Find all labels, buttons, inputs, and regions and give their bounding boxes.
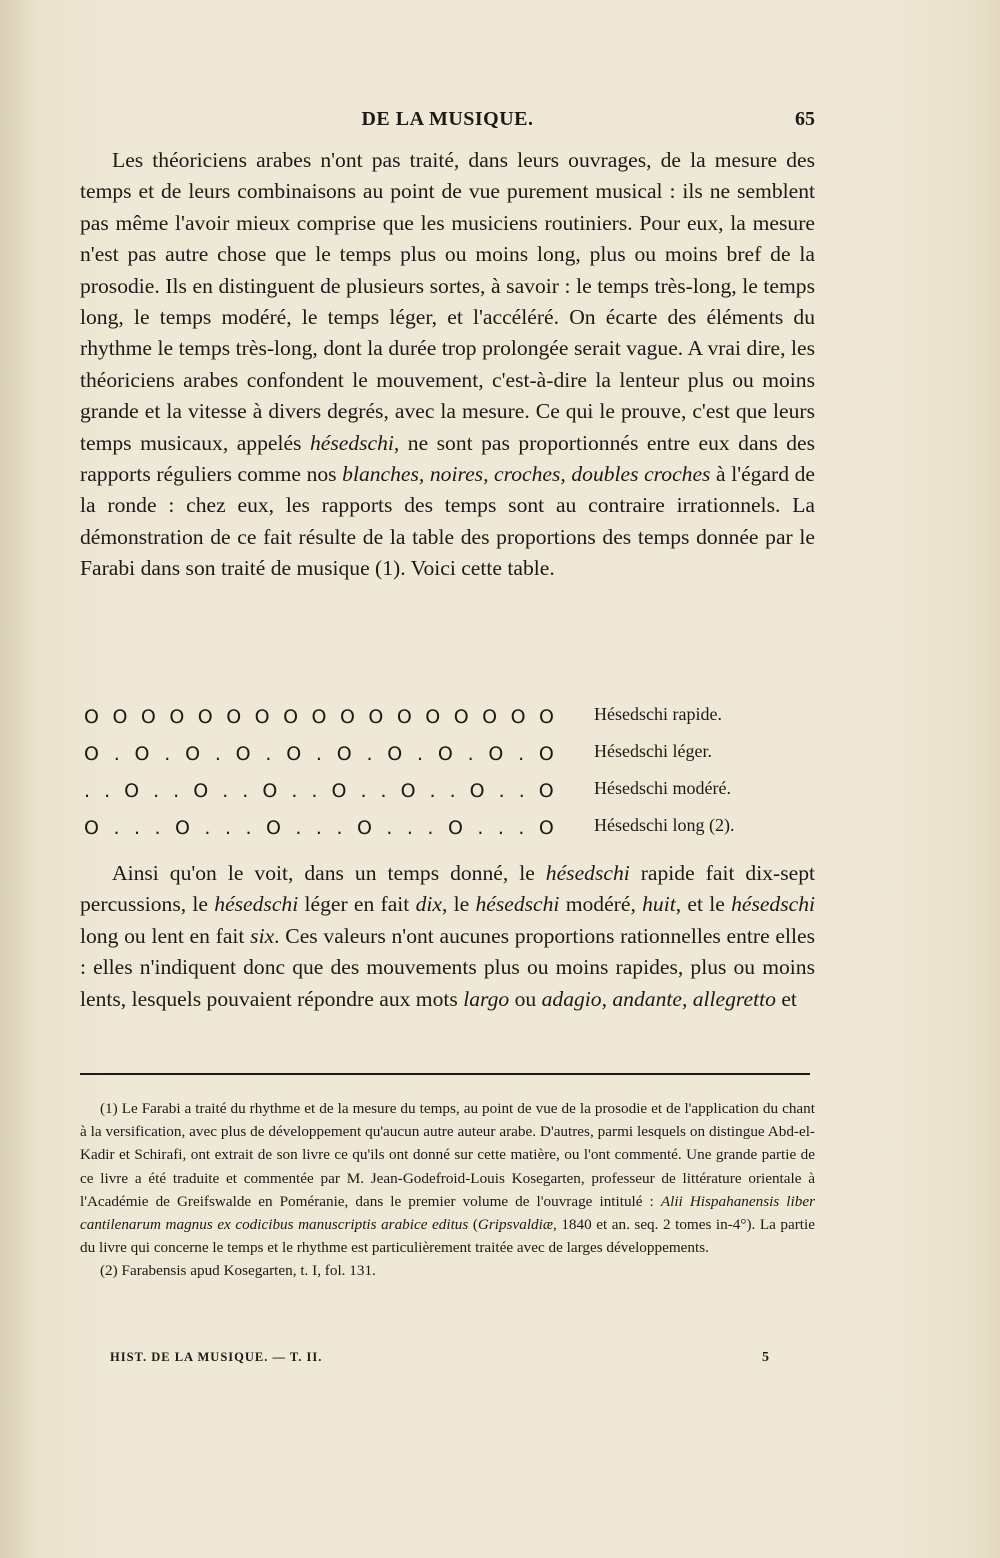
percussion-mark: O [193,780,209,802]
italic-run: six [250,923,275,948]
text-run: , ne sont pas proportionnés entre eux dans des rapports réguliers comme nos [80,430,815,487]
rhythm-row-modere [84,774,819,811]
percussion-mark: O [336,743,352,765]
rest-dot: . [406,817,413,839]
rest-dot: . [204,817,211,839]
percussion-mark: O [265,817,281,839]
percussion-mark: O [488,743,504,765]
rest-dot: . [417,743,424,765]
rhythm-label: Hésedschi léger. [594,741,712,761]
percussion-mark: O [339,706,355,728]
rest-dot: . [336,817,343,839]
percussion-mark: O [538,743,554,765]
rest-dot: . [518,780,525,802]
percussion-mark: O [453,706,469,728]
rhythm-row-leger [84,737,819,774]
paragraph-2 [80,858,815,1015]
rhythm-label: Hésedschi long (2). [594,815,735,835]
rest-dot: . [518,743,525,765]
italic-run: hésedschi [731,892,816,917]
rhythm-pattern [84,817,554,839]
rhythm-pattern [84,706,554,728]
text-run: ( [468,1216,478,1234]
percussion-mark: O [311,706,327,728]
text-run: , et le [675,892,732,917]
rest-dot: . [449,780,456,802]
rest-dot: . [84,780,91,802]
percussion-mark: O [235,743,251,765]
text-run: Ainsi qu'on le voit, dans un temps donné, le [112,861,546,885]
rest-dot: . [173,780,180,802]
rest-dot: . [224,817,231,839]
rhythm-table [84,700,819,848]
text-run: . Ces valeurs n'ont aucunes proportions rationnelles entre elles : elles n'indiquent donc que des mouvements plus ou moins rapides, plus ou moins lents, lesquels pouvaient répondre aux mots [80,923,815,1011]
italic-run: Alii Hispahanensis liber cantilenarum magnus ex codicibus manuscriptis arabice editus [80,1192,815,1234]
percussion-mark: O [226,706,242,728]
percussion-mark: O [356,817,372,839]
percussion-mark: O [185,743,201,765]
rest-dot: . [154,817,161,839]
percussion-mark: O [539,706,554,728]
rhythm-label: Hésedschi rapide. [594,704,722,724]
rest-dot: . [242,780,249,802]
rhythm-label: Hésedschi modéré. [594,778,731,798]
running-head [80,108,815,138]
percussion-mark: O [169,706,185,728]
rest-dot: . [291,780,298,802]
rest-dot: . [467,743,474,765]
percussion-mark: O [112,706,128,728]
rhythm-pattern [84,780,554,802]
italic-run: blanches, noires, croches, doubles croches [342,462,711,487]
rest-dot: . [386,817,393,839]
footnote-2: (2) Farabensis apud Kosegarten, t. I, fol. 131. [100,1262,376,1280]
rest-dot: . [360,780,367,802]
paragraph-1 [80,145,815,585]
percussion-mark: O [482,706,498,728]
text-run: , 1840 et an. seq. 2 tomes in-4°). La partie du livre qui concerne le temps et le rhythme est particulièrement traitée avec de larges développements. [80,1216,815,1257]
text-run: , le [441,892,476,917]
text-run: à l'égard de la ronde : chez eux, les rapports des temps sont au contraire irrationnels. La démonstration de ce fait résulte de la table des proportions des temps donnée par le Farabi dans son traité de musique (1). Voici cette table. [80,462,815,581]
italic-run: hésedschi [214,892,299,917]
signature-mark: HIST. DE LA MUSIQUE. — T. II. [110,1350,323,1364]
rest-dot: . [380,780,387,802]
percussion-mark: O [510,706,526,728]
running-title: DE LA MUSIQUE. [361,108,534,130]
footnotes [80,1097,815,1283]
percussion-mark: O [84,817,99,839]
percussion-mark: O [437,743,453,765]
text-run: Les théoriciens arabes n'ont pas traité, dans leurs ouvrages, de la mesure des temps et de leurs combinaisons au point de vue purement musical : ils ne semblent pas même l'avoir mieux comprise que les musiciens routiniers. Pour eux, la mesure n'est pas autre chose que le temps plus ou moins long, plus ou moins bref de la prosodie. Ils en distinguent de plusieurs sortes, à savoir : le temps très-long, le temps long, le temps modéré, le temps léger, et l'accéléré. On écarte des éléments du rhythme le temps très-long, dont la durée trop prolongée serait vague. A vrai dire, les théoriciens arabes confondent le mouvement, c'est-à-dire la lenteur plus ou moins grande et la vitesse à divers degrés, avec la mesure. Ce qui le prouve, c'est que leurs temps musicaux, appelés [80,148,815,455]
rest-dot: . [366,743,373,765]
percussion-mark: O [140,706,156,728]
text-run: léger en fait [298,892,416,917]
rest-dot: . [245,817,252,839]
rest-dot: . [113,817,120,839]
text-run: ou [509,986,542,1011]
percussion-mark: O [425,706,441,728]
rest-dot: . [315,817,322,839]
rhythm-row-rapide [84,700,819,737]
rest-dot: . [311,780,318,802]
text-run: modéré, [559,892,643,917]
percussion-mark: O [538,780,554,802]
rhythm-pattern [84,743,554,765]
italic-run: hésedschi [309,430,394,455]
percussion-mark: O [331,780,347,802]
rest-dot: . [104,780,111,802]
percussion-mark: O [400,780,416,802]
rest-dot: . [265,743,272,765]
text-run: (1) Le Farabi a traité du rhythme et de la mesure du temps, au point de vue de la prosodie et de l'application du chant à la versification, avec plus de développement qu'aucun autre auteur arabe. D'autres, parmi lesquels on distingue Abd-el-Kadir et Schirafi, ont extrait de son livre ce qu'ils ont donné sur cette matière, ou l'ont commenté. Une grande partie de ce livre a été traduite et commentée par M. Jean-Godefroid-Louis Kosegarten, professeur de littérature orientale à l'Académie de Greifswalde en Poméranie, dans le premier volume de l'ouvrage intitulé : [80,1100,815,1210]
paragraph-1-text [80,145,815,585]
italic-run: dix [415,892,442,917]
rest-dot: . [315,743,322,765]
percussion-mark: O [396,706,412,728]
italic-run: hésedschi [475,892,560,917]
signature-number: 5 [762,1350,770,1365]
paragraph-2-text [80,858,815,1015]
percussion-mark: O [84,706,99,728]
rest-dot: . [133,817,140,839]
rest-dot: . [477,817,484,839]
rest-dot: . [498,780,505,802]
page-number: 65 [795,108,815,130]
percussion-mark: O [254,706,270,728]
rest-dot: . [113,743,120,765]
percussion-mark: O [387,743,403,765]
percussion-mark: O [134,743,150,765]
rest-dot: . [153,780,160,802]
rest-dot: . [222,780,229,802]
rest-dot: . [295,817,302,839]
text-run: rapide fait dix-sept percussions, le [80,861,815,917]
percussion-mark: O [283,706,299,728]
rest-dot: . [518,817,525,839]
percussion-mark: O [368,706,384,728]
rest-dot: . [497,817,504,839]
percussion-mark: O [197,706,213,728]
footnote-1 [80,1097,815,1259]
italic-run: largo [463,986,510,1011]
text-run: long ou lent en fait [80,923,251,948]
italic-run: hésedschi [545,861,630,885]
rest-dot: . [164,743,171,765]
percussion-mark: O [124,780,140,802]
italic-run: Gripsvaldiæ [477,1216,553,1234]
percussion-mark: O [262,780,278,802]
rest-dot: . [214,743,221,765]
percussion-mark: O [469,780,485,802]
rest-dot: . [429,780,436,802]
percussion-mark: O [286,743,302,765]
italic-run: adagio, andante, allegretto [541,986,776,1011]
rhythm-row-long [84,811,819,848]
percussion-mark: O [447,817,463,839]
italic-run: huit [642,892,676,917]
percussion-mark: O [538,817,554,839]
text-run: et [775,986,797,1011]
percussion-mark: O [174,817,190,839]
percussion-mark: O [84,743,99,765]
rest-dot: . [427,817,434,839]
footnote-rule [80,1073,810,1075]
